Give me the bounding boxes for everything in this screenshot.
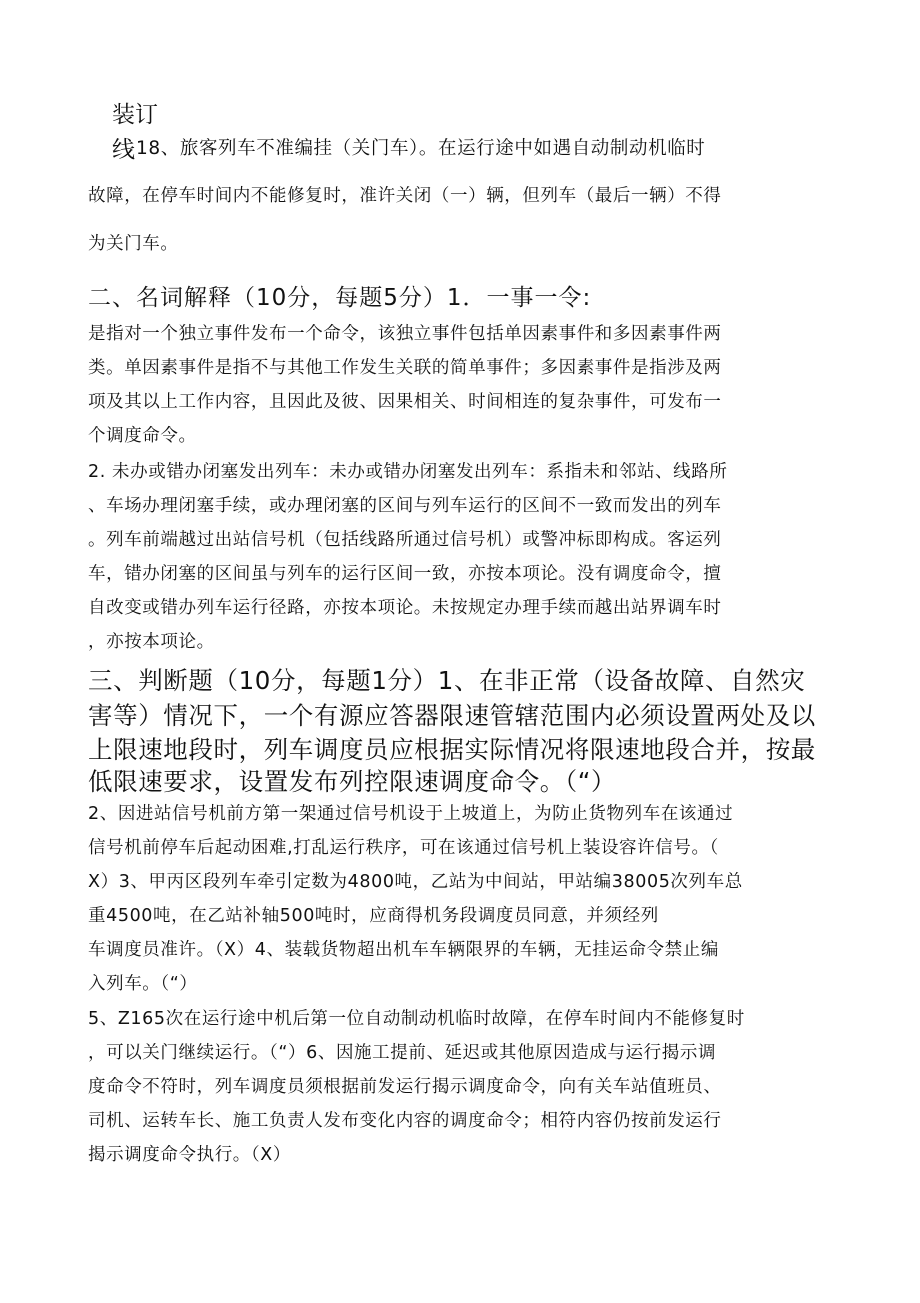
term1-line: 类。单因素事件是指不与其他工作发生关联的简单事件；多因素事件是指涉及两	[88, 358, 722, 378]
judgement-line: 重4500吨，在乙站补轴500吨时，应商得机务段调度员同意，并须经列	[88, 906, 659, 926]
q18-line-1: 18、旅客列车不准编挂（关门车）。在运行途中如遇自动制动机临时	[136, 138, 706, 159]
judgement-line: 信号机前停车后起动困难,打乱运行秩序，可在该通过信号机上装设容许信号。（	[88, 838, 719, 858]
judgement-line: 揭示调度命令执行。（X）	[88, 1145, 291, 1165]
section2-heading: 二、名词解释（10分，每题5分）1．一事一令:	[88, 285, 592, 311]
judgement-line: 司机、运转车长、施工负责人发布变化内容的调度命令；相符内容仍按前发运行	[88, 1111, 722, 1131]
term2-line: ，亦按本项论。	[88, 632, 215, 652]
binding-mark-left: 线	[112, 137, 136, 163]
term1-line: 是指对一个独立事件发布一个命令，该独立事件包括单因素事件和多因素事件两	[88, 324, 722, 344]
section3-heading-line: 上限速地段时，列车调度员应根据实际情况将限速地段合并，按最	[88, 735, 816, 764]
judgement-line: 度命令不符时，列车调度员须根据前发运行揭示调度命令，向有关车站值班员、	[88, 1077, 722, 1097]
judgement-line: 车调度员准许。（X）4、装载货物超出机车车辆限界的车辆，无挂运命令禁止编	[88, 940, 719, 960]
term2-line: 车，错办闭塞的区间虽与列车的运行区间一致，亦按本项论。没有调度命令，擅	[88, 564, 722, 584]
term2-line: 。列车前端越过出站信号机（包括线路所通过信号机）或警冲标即构成。客运列	[88, 530, 722, 550]
section3-heading-line: 低限速要求，设置发布列控限速调度命令。（“）	[88, 767, 617, 796]
section3-heading-line: 三、判断题（10分，每题1分）1、在非正常（设备故障、自然灾	[88, 666, 806, 695]
term1-line: 项及其以上工作内容，且因此及彼、因果相关、时间相连的复杂事件，可发布一	[88, 392, 722, 412]
term1-line: 个调度命令。	[88, 426, 197, 446]
term2-line: 自改变或错办列车运行径路，亦按本项论。未按规定办理手续而越出站界调车时	[88, 598, 722, 618]
judgement-line: 5、Z165次在运行途中机后第一位自动制动机临时故障，在停车时间内不能修复时	[88, 1009, 745, 1029]
judgement-line: ，可以关门继续运行。（“）6、因施工提前、延迟或其他原因造成与运行揭示调	[88, 1043, 717, 1063]
judgement-line: 2、因进站信号机前方第一架通过信号机设于上坡道上，为防止货物列车在该通过	[88, 804, 734, 824]
binding-mark-top: 装订	[112, 102, 158, 128]
term2-line: 2. 未办或错办闭塞发出列车：未办或错办闭塞发出列车：系指未和邻站、线路所	[88, 462, 728, 482]
section3-heading-line: 害等）情况下，一个有源应答器限速管辖范围内必须设置两处及以	[88, 701, 816, 730]
term2-line: 、车场办理闭塞手续，或办理闭塞的区间与列车运行的区间不一致而发出的列车	[88, 496, 722, 516]
q18-line-3: 为关门车。	[88, 234, 179, 254]
judgement-line: 入列车。（“）	[88, 974, 198, 994]
q18-line-2: 故障，在停车时间内不能修复时，准许关闭（一）辆，但列车（最后一辆）不得	[88, 186, 722, 206]
judgement-line: X）3、甲丙区段列车牵引定数为4800吨，乙站为中间站，甲站编38005次列车总	[88, 872, 743, 892]
